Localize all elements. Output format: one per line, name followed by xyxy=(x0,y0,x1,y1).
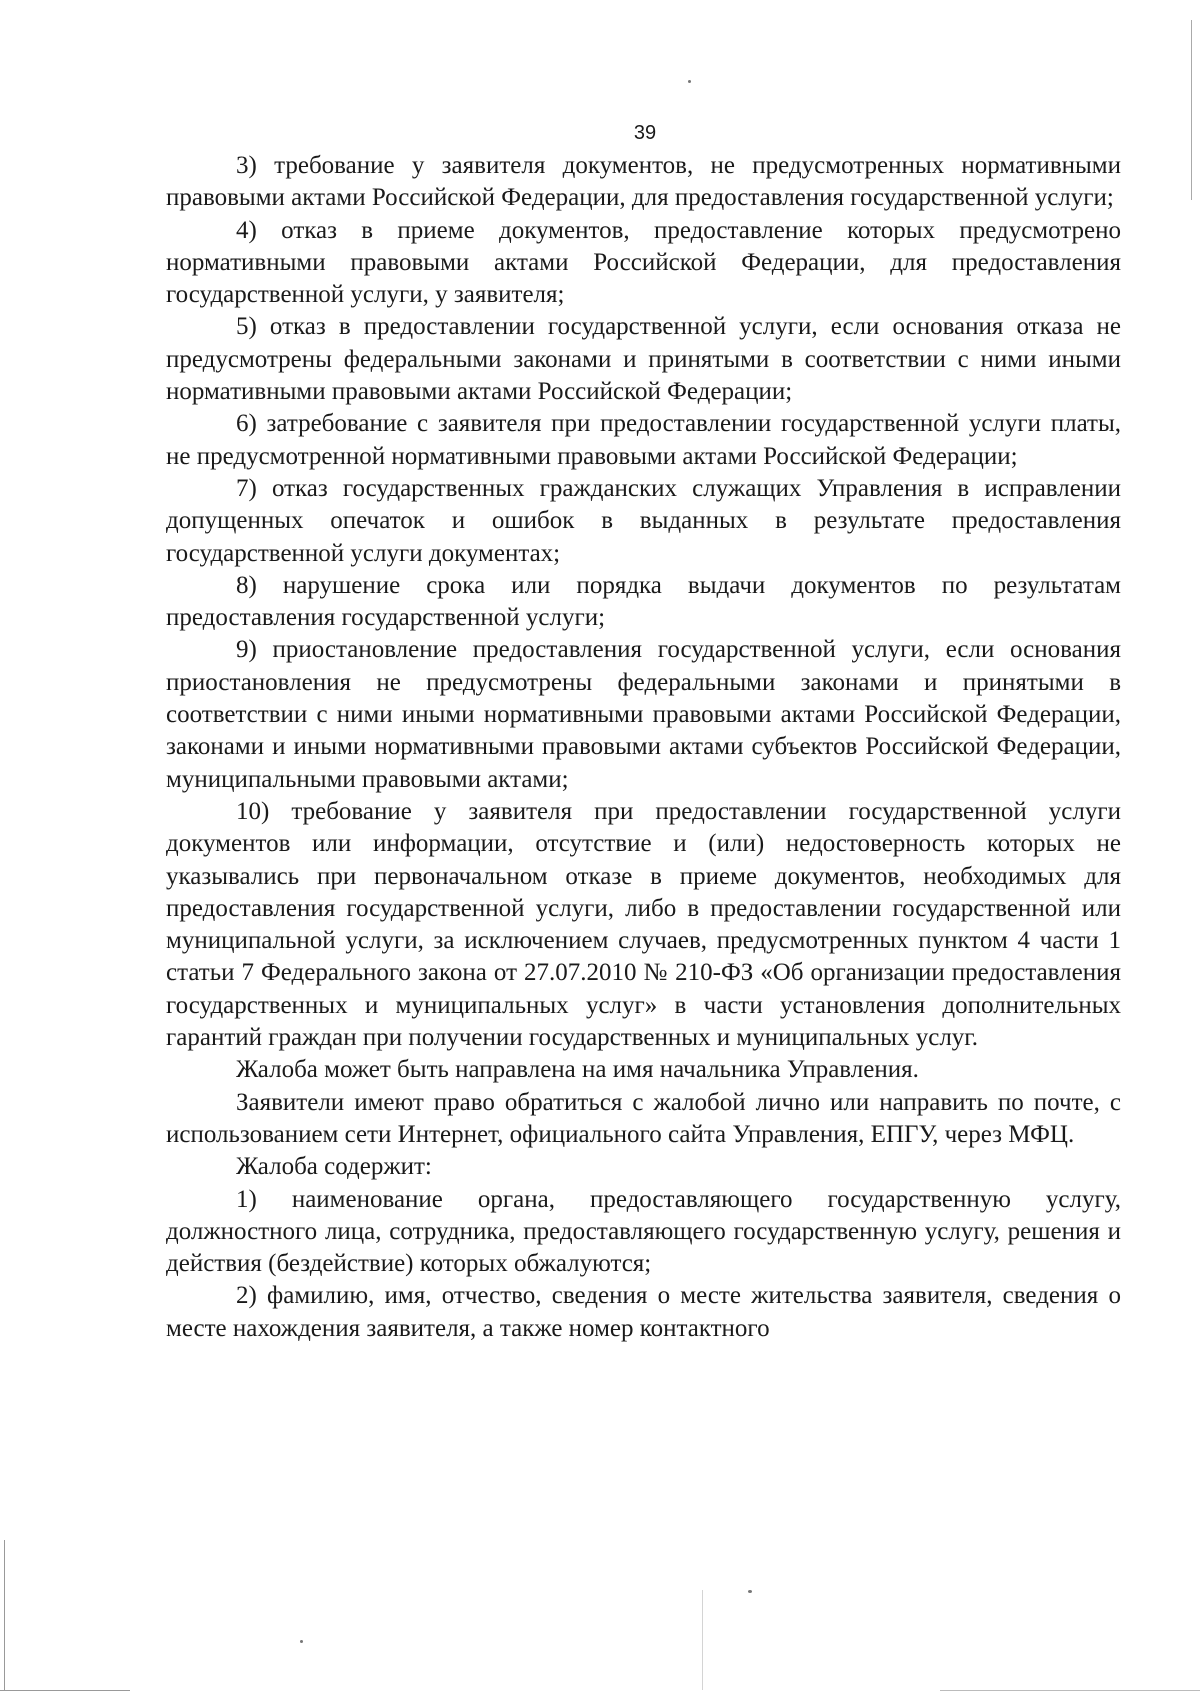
paragraph-complaint-addressee: Жалоба может быть направлена на имя начальника Управления. xyxy=(236,1056,919,1084)
scan-dot xyxy=(688,80,691,83)
paragraph-complaint-methods: Заявители имеют право обратиться с жалобой лично или направить по почте, с использованием сети Интернет, официального сайта Управления, ЕПГУ, через МФЦ. xyxy=(166,1088,1121,1148)
scan-dot xyxy=(748,1590,752,1593)
paragraph-item-8: 8) нарушение срока или порядка выдачи документов по результатам предоставления государственной услуги; xyxy=(166,571,1121,632)
scan-dot xyxy=(300,1640,303,1643)
paragraph-contents-item-2: 2) фамилию, имя, отчество, сведения о месте жительства заявителя, сведения о месте нахождения заявителя, а также номер контактного xyxy=(166,1282,1121,1342)
paragraph-item-10: 10) требование у заявителя при предоставлении государственной услуги документов или информации, отсутствие и (или) недостоверность которых не указывались при первоначальном отказе в приеме документов, необходимых для предоставления государственной услуги, либо в предоставлении государственной или муниципальной услуги, за исключением случаев, предусмотренных пунктом 4 части 1 статьи 7 Федерального закона от 27.07.2010 № 210-ФЗ «Об организации предоставления государственных и муниципальных услуг» в части установления дополнительных гарантий граждан при получении государственных и муниципальных услуг. xyxy=(166,797,1121,1052)
page-number: 39 xyxy=(633,122,657,144)
paragraph-item-3: 3) требование у заявителя документов, не предусмотренных нормативными правовыми актами Российской Федерации, для предоставления государственной услуги; xyxy=(166,152,1121,212)
scan-fold-line xyxy=(702,1590,703,1690)
scan-edge-right xyxy=(1191,20,1192,200)
paragraph-item-6: 6) затребование с заявителя при предоставлении государственной услуги платы, не предусмотренной нормативными правовыми актами Российской Федерации; xyxy=(166,410,1121,470)
document-body xyxy=(166,150,1121,1345)
paragraph-item-4: 4) отказ в приеме документов, предоставление которых предусмотрено нормативными правовыми актами Российской Федерации, для предоставления государственной услуги, у заявителя; xyxy=(166,216,1121,309)
paragraph-complaint-contents-heading: Жалоба содержит: xyxy=(236,1153,432,1181)
paragraph-item-5: 5) отказ в предоставлении государственной услуги, если основания отказа не предусмотрены федеральными законами и принятыми в соответствии с ними иными нормативными правовыми актами Российской Федерации; xyxy=(166,313,1121,406)
scan-edge-left xyxy=(4,1540,5,1690)
paragraph-contents-item-1: 1) наименование органа, предоставляющего государственную услугу, должностного лица, сотрудника, предоставляющего государственную услугу, решения и действия (бездействие) которых обжалуются; xyxy=(166,1185,1121,1278)
scan-edge-bottom-right xyxy=(940,1690,1200,1691)
scan-edge-bottom xyxy=(0,1690,130,1691)
paragraph-item-9: 9) приостановление предоставления государственной услуги, если основания приостановления не предусмотрены федеральными законами и принятыми в соответствии с ними иными нормативными правовыми актами Российской Федерации, законами и иными нормативными правовыми актами субъектов Российской Федерации, муниципальными правовыми актами; xyxy=(166,636,1121,793)
paragraph-item-7: 7) отказ государственных гражданских служащих Управления в исправлении допущенных опечаток и ошибок в выданных в результате предоставления государственной услуги документах; xyxy=(166,474,1121,567)
